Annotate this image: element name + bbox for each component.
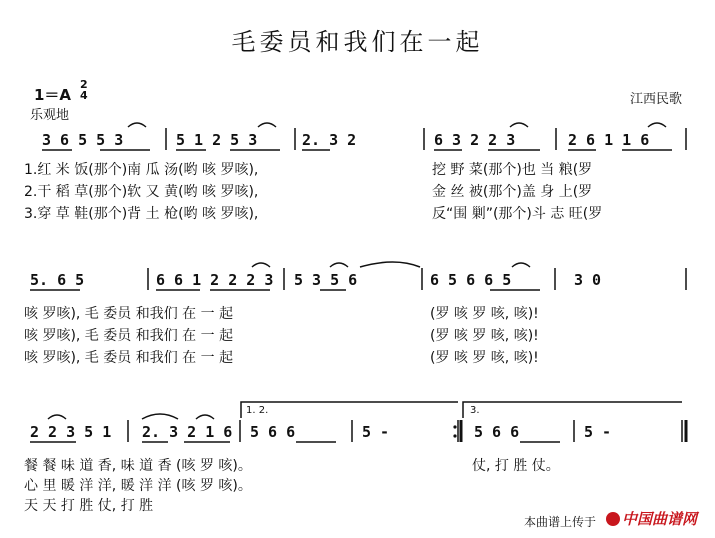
lyric-line-3: 3.穿 草 鞋(那个)背 土 枪(哟 咳 罗咳),	[24, 206, 259, 222]
lyric-line-1: 咳 罗咳), 毛 委员 和我们 在 一 起	[24, 306, 234, 322]
measure: 2. 3 2	[302, 131, 357, 149]
measure: 6 5 6 6 5	[430, 271, 512, 289]
measure: 5 1 2 5 3	[176, 131, 258, 149]
lyric-line-2-right: 金 丝 被(那个)盖 身 上(罗	[432, 184, 593, 200]
lyric-line-2: 心 里 暖 洋 洋, 暖 洋 洋 (咳 罗 咳)。	[24, 478, 252, 494]
measure: 2. 3 2 1 6	[142, 423, 233, 441]
lyric-line-2: 咳 罗咳), 毛 委员 和我们 在 一 起	[24, 328, 234, 344]
logo-icon	[606, 512, 620, 526]
lyric-line-2: 2.干 稻 草(那个)软 又 黄(哟 咳 罗咳),	[24, 184, 259, 200]
time-signature-bottom: 4	[80, 89, 88, 102]
lyric-line-3: 天 天 打 胜 仗, 打 胜	[24, 498, 154, 514]
tempo-mark: 乐观地	[30, 108, 70, 123]
volta-3-label: 3.	[470, 405, 480, 416]
lyric-line-3-right: 反“围 剿”(那个)斗 志 旺(罗	[432, 206, 603, 222]
lyric-line-1-right: 挖 野 菜(那个)也 当 粮(罗	[432, 162, 593, 178]
key-signature: 1＝A	[34, 86, 72, 104]
lyric-line-2-right: (罗 咳 罗 咳, 咳)!	[430, 328, 539, 344]
upload-note: 本曲谱上传于	[524, 515, 597, 529]
measure: 3 6 5 5 3	[42, 131, 124, 149]
volta-1-2-label: 1. 2.	[246, 405, 269, 416]
site-logo	[606, 508, 697, 529]
measure: 2 2 3 5 1	[30, 423, 112, 441]
song-title: 毛委员和我们在一起	[231, 28, 484, 56]
lyric-line-1-right: 仗, 打 胜 仗。	[472, 458, 560, 474]
measure: 5 6 6	[250, 423, 296, 441]
measure: 5 -	[584, 423, 612, 441]
measure: 5 -	[362, 423, 390, 441]
logo-text: 中国曲谱网	[622, 510, 698, 528]
measure: 3 0	[574, 271, 602, 289]
lyric-line-1-right: (罗 咳 罗 咳, 咳)!	[430, 306, 539, 322]
lyric-line-3: 咳 罗咳), 毛 委员 和我们 在 一 起	[24, 350, 234, 366]
lyric-line-1: 餐 餐 味 道 香, 味 道 香 (咳 罗 咳)。	[24, 458, 252, 474]
measure: 5. 6 5	[30, 271, 85, 289]
measure: 5 6 6	[474, 423, 520, 441]
lyric-line-1: 1.红 米 饭(那个)南 瓜 汤(哟 咳 罗咳),	[24, 162, 259, 178]
measure: 5 3 5 6	[294, 271, 358, 289]
time-signature-top: 2	[80, 78, 88, 91]
measure: 2 6 1 1 6	[568, 131, 650, 149]
measure: 6 3 2 2 3	[434, 131, 516, 149]
lyric-line-3-right: (罗 咳 罗 咳, 咳)!	[430, 350, 539, 366]
measure: 6 6 1 2 2 2 3	[156, 271, 274, 289]
song-origin: 江西民歌	[630, 92, 683, 107]
